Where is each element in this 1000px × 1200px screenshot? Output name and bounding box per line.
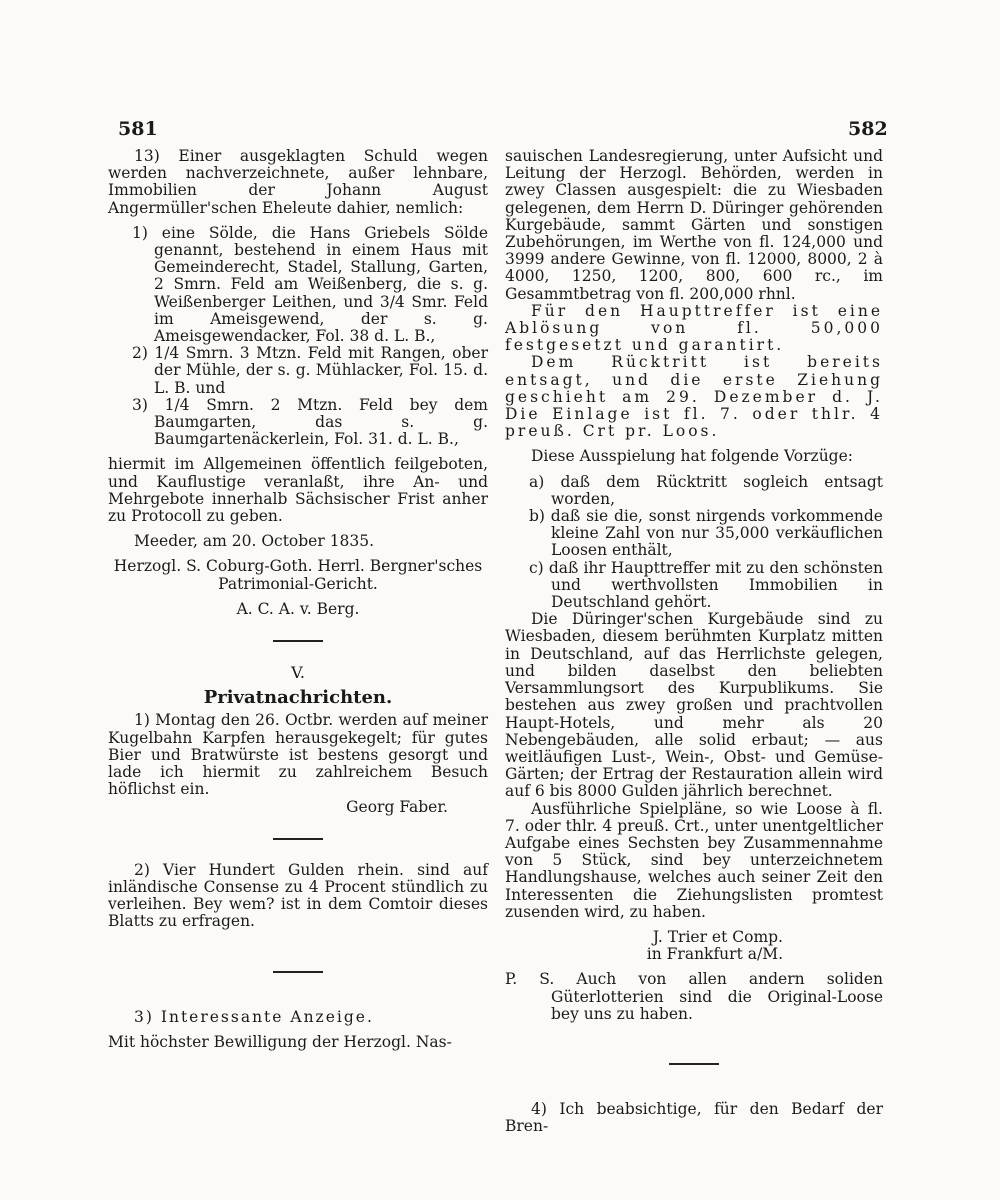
postscript: P. S. Auch von allen andern soliden Güterlotterien sind die Original-Loose bey uns zu haben. (505, 970, 883, 1023)
place-date: Meeder, am 20. October 1835. (134, 532, 375, 551)
property-list-item: 3) 1/4 Smrn. 2 Mtzn. Feld bey dem Baumgarten, das s. g. Baumgartenäckerlein, Fol. 31. d. L. B., (132, 395, 488, 449)
separator-rule (273, 640, 323, 642)
court-name: Herzogl. S. Coburg-Goth. Herrl. Bergner'sches Patrimonial-Gericht. (113, 557, 483, 593)
section-number: V. (291, 663, 305, 683)
private-notice-4-start: 4) Ich beabsichtige, für den Bedarf der Bren- (505, 1099, 883, 1136)
property-list-item: 1) eine Sölde, die Hans Griebels Sölde genannt, bestehend in einem Haus mit Gemeinderecht, Stadel, Stallung, Garten, 2 Smrn. Feld am Weißenberg, die s. g. Weißenberger Leithen, und 3/4 Smr. Feld im Ameisgewend, der s. g. Ameisgewendacker, Fol. 38 d. L. B., (132, 223, 488, 346)
firm-name: J. Trier et Comp. (652, 927, 783, 946)
firm-location: in Frankfurt a/M. (646, 945, 783, 964)
lottery-notice-continuation: sauischen Landesregierung, unter Aufsicht und Leitung der Herzogl. Behörden, werden in zwey Classen ausgespielt: die zu Wiesbaden gelegenen, dem Herrn D. Düringer gehörenden Kurgebäude, sammt Gärten und sonstigen Zubehörungen, im Werthe von fl. 124,000 und 3999 andere Gewinne, von fl. 12000, 8000, 2 à 4000, 1250, 1200, 800, 600 rc., im Gesammtbetrag von fl. 200,000 rhnl. (505, 147, 883, 303)
separator-rule (669, 1063, 719, 1065)
court-signature: A. C. A. v. Berg. (236, 599, 360, 618)
private-notice-3-title: 3) Interessante Anzeige. (134, 1007, 374, 1026)
advantage-item: a) daß dem Rücktritt sogleich entsagt worden, (529, 472, 883, 508)
private-notice-2: 2) Vier Hundert Gulden rhein. sind auf inländische Consense zu 4 Procent stündlich zu verleihen. Bey wem? ist in dem Comtoir dieses Blatts zu erfragen. (108, 860, 488, 931)
private-notice-3-start: Mit höchster Bewilligung der Herzogl. Nas- (108, 1032, 452, 1051)
right-column (505, 148, 883, 1135)
section-title: Privatnachrichten. (203, 687, 393, 709)
advantages-intro: Diese Ausspielung hat folgende Vorzüge: (531, 447, 854, 466)
advantage-item: b) daß sie die, sonst nirgends vorkommende kleine Zahl von nur 35,000 verkäuflichen Loosen enthält, (529, 507, 883, 560)
advantage-item: c) daß ihr Haupttreffer mit zu den schönsten und werthvollsten Immobilien in Deutschland gehört. (529, 558, 883, 612)
lottery-ticket-info: Ausführliche Spielpläne, so wie Loose à fl. 7. oder thlr. 4 preuß. Crt., unter unentgeltlicher Aufgabe eines Sechsten bey Zusammennahme von 5 Stück, sind bey unterzeichnetem Handlungshause, welches auch seiner Zeit den Interessenten die Ziehungslisten promtest zusenden wird, zu haben. (505, 799, 883, 921)
separator-rule (273, 971, 323, 973)
page-number-right: 582 (848, 118, 888, 140)
kurgebaeude-description: Die Düringer'schen Kurgebäude sind zu Wiesbaden, diesem berühmten Kurplatz mitten in Deutschland, auf das Herrlichste gelegen, und bilden daselbst den beliebten Versammlungsort des Kurpublikums. Sie bestehen aus zwey großen und prachtvollen Haupt-Hotels, und mehr als 20 Nebengebäuden, alle solid erbaut; — aus weitläufigen Lust-, Wein-, Obst- und Gemüse-Gärten; der Ertrag der Restauration allein wird auf 6 bis 8000 Gulden jährlich berechnet. (505, 610, 883, 801)
notice-item-13: 13) Einer ausgeklagten Schuld wegen werden nachverzeichnete, außer lehnbare, Immobilien der Johann August Angermüller'schen Eheleute dahier, nemlich: (108, 147, 488, 217)
private-notice-1: 1) Montag den 26. Octbr. werden auf meiner Kugelbahn Karpfen herausgekegelt; für gutes Bier und Bratwürste ist bestens gesorgt und lade ich hiermit zu zahlreichem Besuch höflichst ein. (108, 711, 488, 799)
page-number-left: 581 (118, 118, 158, 140)
property-list-item: 2) 1/4 Smrn. 3 Mtzn. Feld mit Rangen, ober der Mühle, der s. g. Mühlacker, Fol. 15. d. L. B. und (132, 344, 488, 397)
left-column (108, 148, 488, 1051)
lottery-main-prize: Für den Haupttreffer ist eine Ablösung von fl. 50,000 festgesetzt und garantirt. (505, 301, 883, 355)
private-notice-1-signer: Georg Faber. (346, 797, 448, 816)
separator-rule (273, 838, 323, 840)
notice-closing-text: hiermit im Allgemeinen öffentlich feilgeboten, und Kauflustige veranlaßt, ihre An- und Mehrgebote innerhalb Sächsischer Frist anher zu Protocoll zu geben. (108, 455, 488, 526)
lottery-draw-date: Dem Rücktritt ist bereits entsagt, und die erste Ziehung geschieht am 29. Dezember d. J. Die Einlage ist fl. 7. oder thlr. 4 preuß. Crt pr. Loos. (505, 353, 883, 441)
